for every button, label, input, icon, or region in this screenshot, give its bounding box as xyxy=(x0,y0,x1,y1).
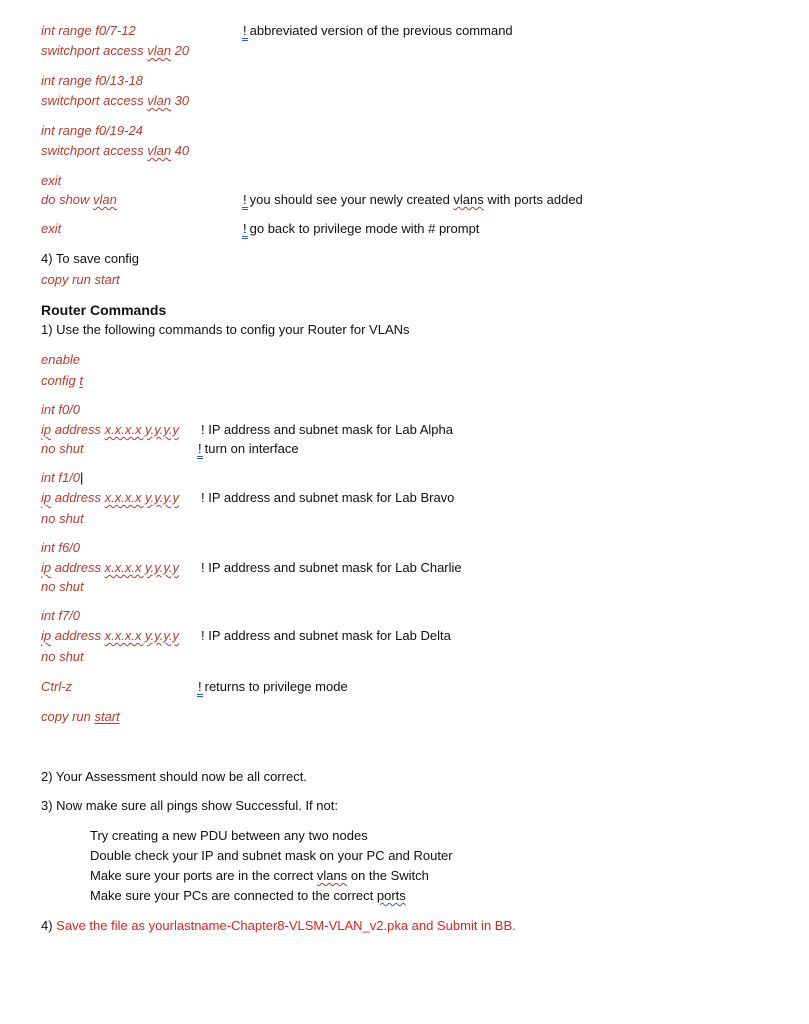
cmd-int-range-1: int range f0/7-12 xyxy=(41,23,136,38)
cmd-text-spell: vlan xyxy=(93,192,117,207)
comment-do-show xyxy=(242,191,583,210)
cmd-text: copy run xyxy=(41,709,95,724)
cmd-text: do show xyxy=(41,192,94,207)
cmd-enable: enable xyxy=(41,352,81,367)
step-4-number: 4) xyxy=(41,918,53,933)
tip-1: Try creating a new PDU between any two nodes xyxy=(90,828,368,843)
text-cursor: | xyxy=(80,470,84,485)
router-step-1: 1) Use the following commands to config your Router for VLANs xyxy=(41,322,410,337)
cmd-text: address xyxy=(51,422,105,437)
comment-bang: ! xyxy=(197,442,203,459)
step-3: 3) Now make sure all pings show Successful. If not: xyxy=(41,798,338,813)
comment-ip-alpha: ! IP address and subnet mask for Lab Alpha xyxy=(201,422,453,437)
cmd-text: config xyxy=(41,373,80,388)
cmd-text-underline: t xyxy=(79,373,83,388)
cmd-config-t xyxy=(41,372,83,390)
cmd-ip-address-2 xyxy=(41,489,179,507)
cmd-text: address xyxy=(51,628,105,643)
cmd-text-spell: x.x.x.x y.y.y.y xyxy=(104,422,179,437)
comment-text: abbreviated version of the previous command xyxy=(249,23,513,38)
cmd-int-range-2: int range f0/13-18 xyxy=(41,73,143,88)
cmd-no-shut-1: no shut xyxy=(41,441,84,456)
comment-ctrl-z xyxy=(197,678,348,697)
cmd-text: address xyxy=(51,490,105,505)
cmd-exit-1: exit xyxy=(41,173,62,188)
comment-ip-delta: ! IP address and subnet mask for Lab Delta xyxy=(201,628,451,643)
cmd-text-spell: x.x.x.x y.y.y.y xyxy=(104,560,179,575)
comment-text: returns to privilege mode xyxy=(204,679,348,694)
router-commands-heading: Router Commands xyxy=(41,302,167,318)
tip-text: on the Switch xyxy=(347,868,429,883)
cmd-no-shut-2: no shut xyxy=(41,511,84,526)
comment-bang: ! xyxy=(197,680,203,697)
comment-ip-charlie: ! IP address and subnet mask for Lab Charlie xyxy=(201,560,462,575)
tip-text: Make sure your PCs are connected to the correct xyxy=(90,888,377,903)
cmd-text: int f1/0 xyxy=(41,470,81,485)
cmd-text-spell: ip xyxy=(41,628,52,643)
comment-bang: ! xyxy=(242,24,248,41)
step-4-text: Save the file as yourlastname-Chapter8-VLSM-VLAN_v2.pka and Submit in BB. xyxy=(52,918,516,933)
comment-range-1 xyxy=(242,22,513,41)
cmd-text-spell: vlan xyxy=(147,43,172,58)
comment-exit-2 xyxy=(242,220,479,239)
comment-text: with ports added xyxy=(483,192,583,207)
cmd-text: switchport access xyxy=(41,143,148,158)
cmd-text-underline: start xyxy=(94,709,120,724)
cmd-copy-run-start: copy run start xyxy=(41,272,120,287)
cmd-text: switchport access xyxy=(41,43,148,58)
tip-text-spell: vlans xyxy=(316,868,348,883)
cmd-text-spell: x.x.x.x y.y.y.y xyxy=(104,628,179,643)
cmd-ip-address-3 xyxy=(41,559,179,577)
cmd-no-shut-4: no shut xyxy=(41,649,84,664)
cmd-text: 20 xyxy=(171,43,190,58)
cmd-text-spell: vlan xyxy=(147,93,172,108)
cmd-text: 30 xyxy=(171,93,190,108)
cmd-text: address xyxy=(51,560,105,575)
cmd-text-spell: ip xyxy=(41,422,52,437)
tip-2: Double check your IP and subnet mask on your PC and Router xyxy=(90,848,453,863)
comment-bang: ! xyxy=(242,193,248,210)
comment-no-shut xyxy=(197,440,299,459)
cmd-switchport-access-3 xyxy=(41,142,189,160)
cmd-switchport-access-1 xyxy=(41,42,189,60)
cmd-int-f7-0: int f7/0 xyxy=(41,608,81,623)
tip-text: Make sure your ports are in the correct xyxy=(90,868,317,883)
comment-text: you should see your newly created xyxy=(249,192,454,207)
cmd-copy-run-start-router xyxy=(41,708,120,726)
save-config-heading: 4) To save config xyxy=(41,251,140,266)
cmd-text: 40 xyxy=(171,143,190,158)
tip-3 xyxy=(90,867,429,885)
step-4-save-instruction xyxy=(41,917,516,935)
cmd-int-f0-0: int f0/0 xyxy=(41,402,81,417)
comment-bang: ! xyxy=(242,222,248,239)
cmd-switchport-access-2 xyxy=(41,92,189,110)
comment-text: turn on interface xyxy=(204,441,299,456)
comment-text-spell: vlans xyxy=(453,192,484,207)
cmd-ip-address-1 xyxy=(41,421,179,439)
cmd-ctrl-z: Ctrl-z xyxy=(41,679,73,694)
cmd-text-spell: ip xyxy=(41,560,52,575)
cmd-text: switchport access xyxy=(41,93,148,108)
tip-text-spell: ports xyxy=(376,888,406,903)
tip-4 xyxy=(90,887,406,905)
cmd-text-spell: vlan xyxy=(147,143,172,158)
cmd-do-show-vlan xyxy=(41,191,117,209)
cmd-text-spell: x.x.x.x y.y.y.y xyxy=(104,490,179,505)
cmd-int-f6-0: int f6/0 xyxy=(41,540,81,555)
cmd-int-f1-0 xyxy=(41,469,83,487)
cmd-exit-2: exit xyxy=(41,221,62,236)
step-2: 2) Your Assessment should now be all correct. xyxy=(41,769,307,784)
cmd-ip-address-4 xyxy=(41,627,179,645)
cmd-text-spell: ip xyxy=(41,490,52,505)
cmd-no-shut-3: no shut xyxy=(41,579,84,594)
cmd-int-range-3: int range f0/19-24 xyxy=(41,123,143,138)
comment-ip-bravo: ! IP address and subnet mask for Lab Bravo xyxy=(201,490,455,505)
comment-text: go back to privilege mode with # prompt xyxy=(249,221,480,236)
